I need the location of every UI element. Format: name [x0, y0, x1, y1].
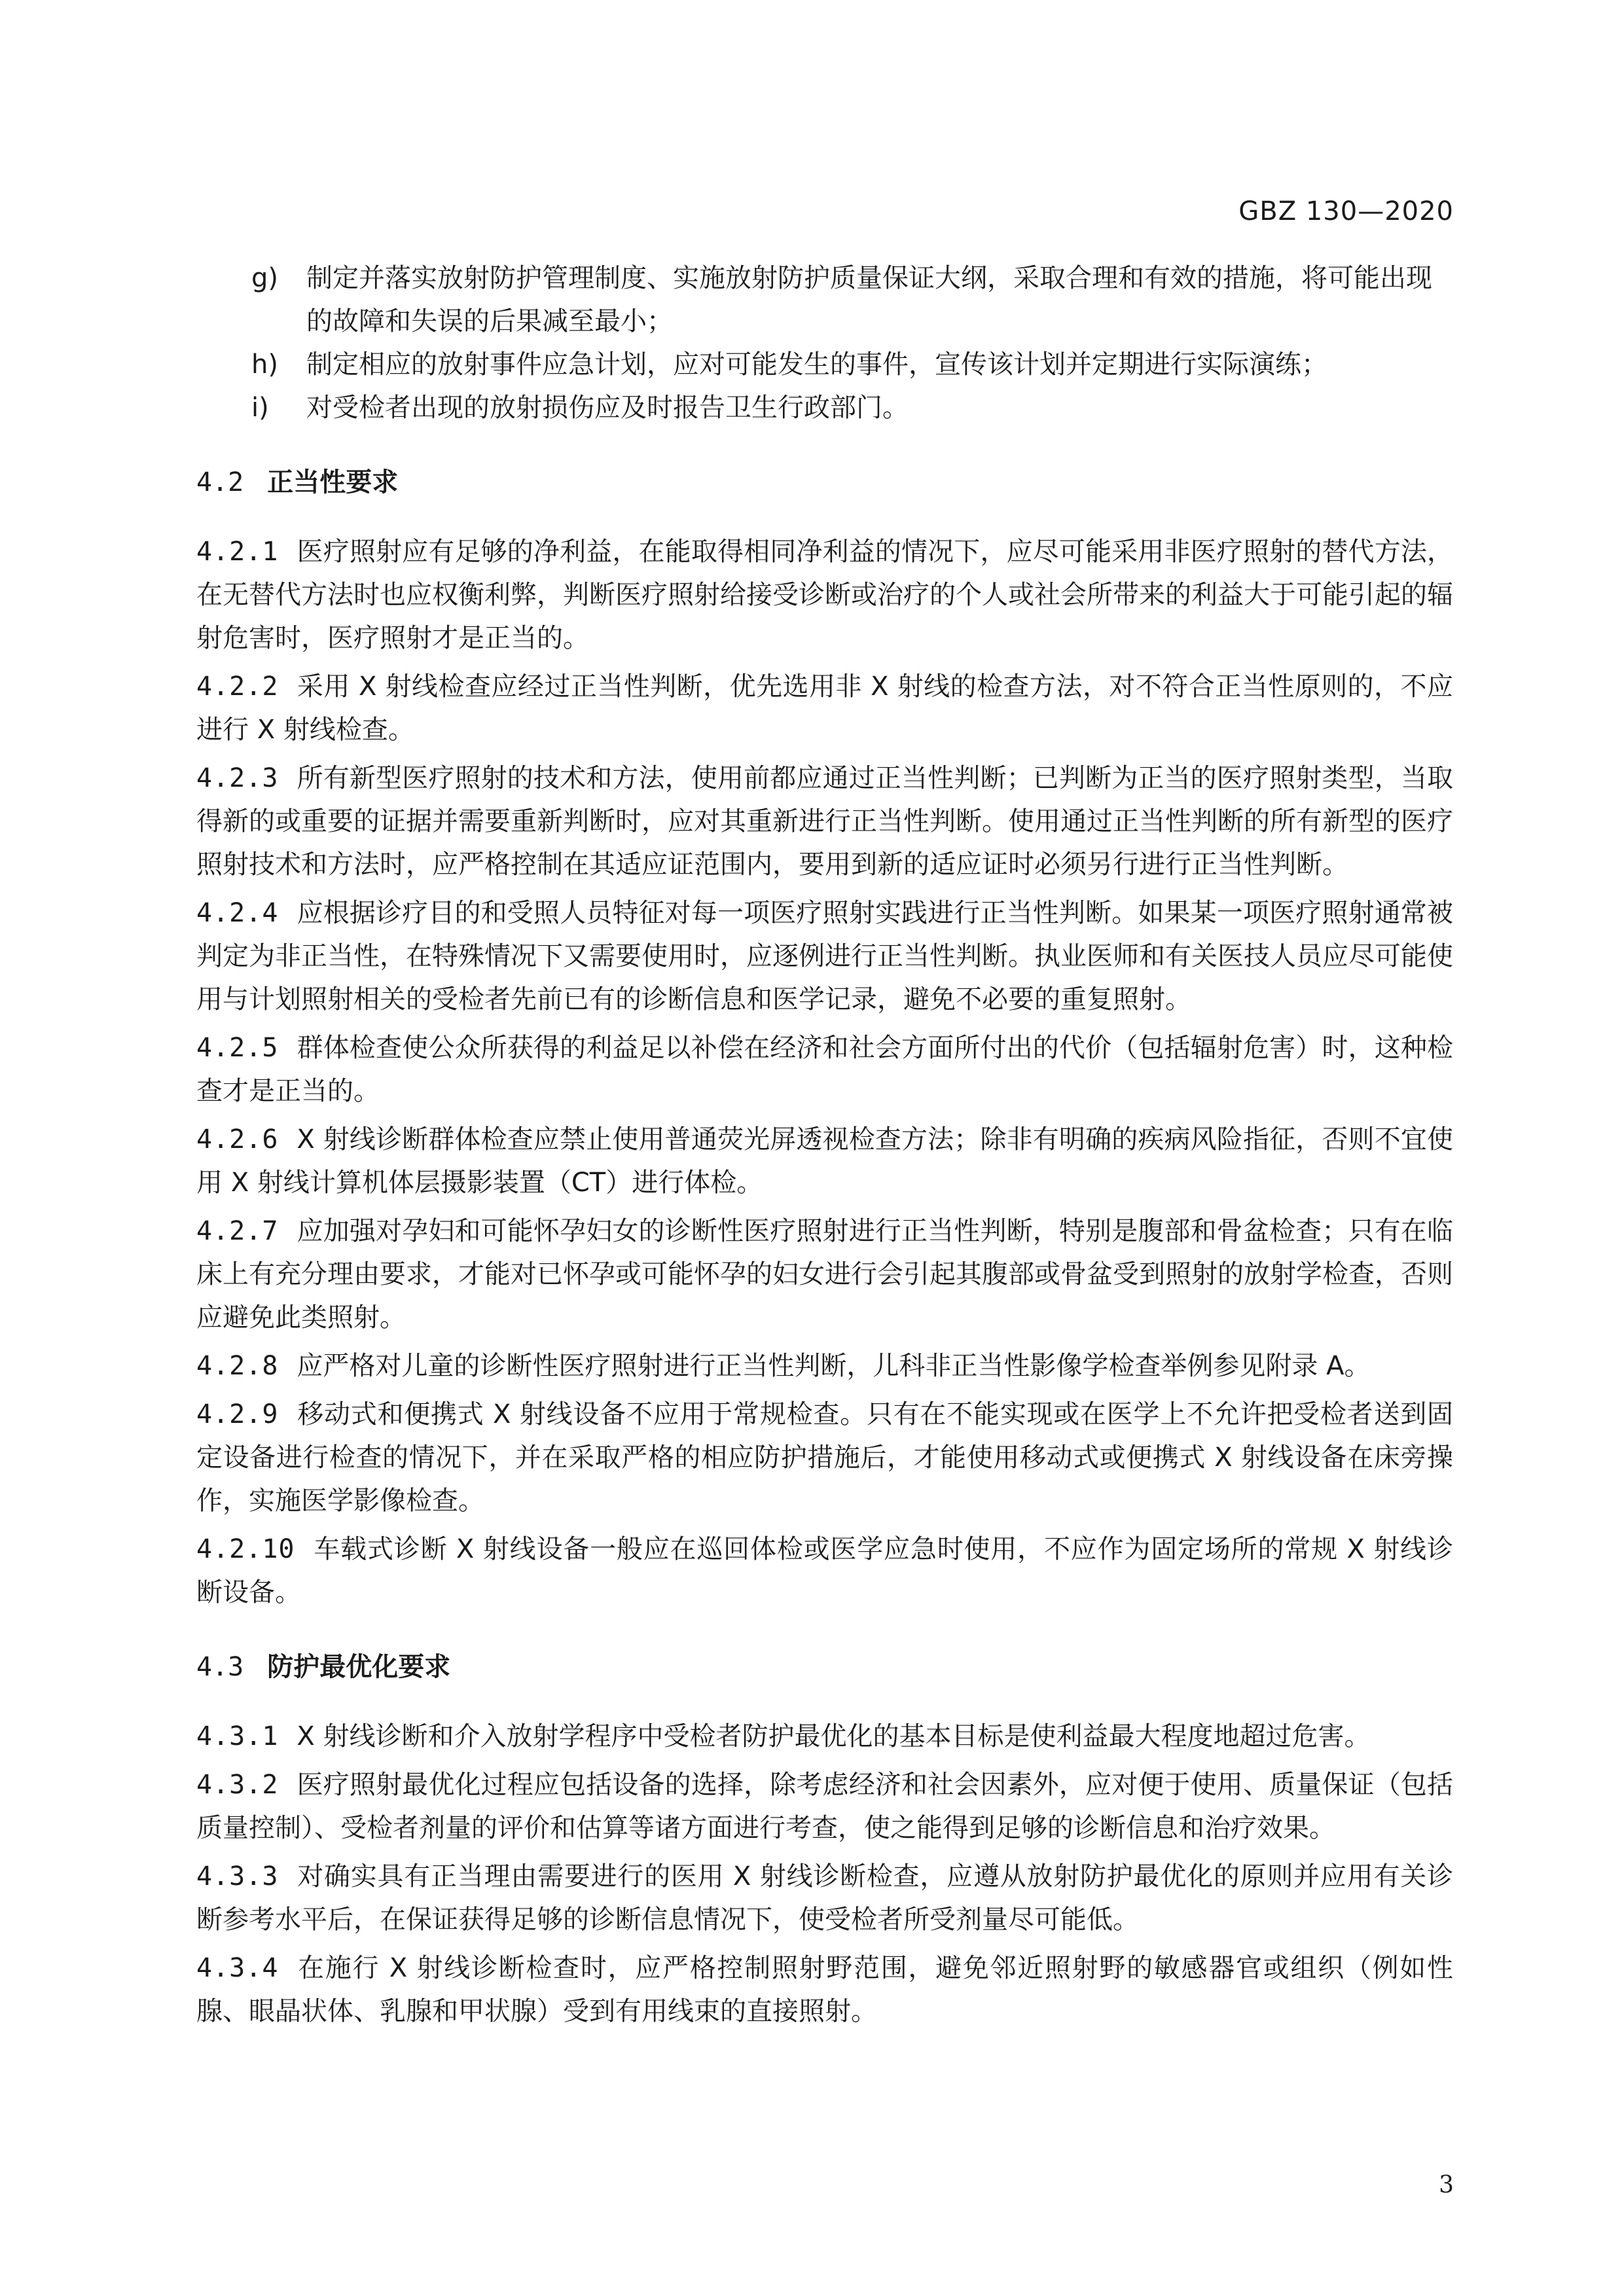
- list-block: [196, 257, 1453, 429]
- clause: [196, 1715, 1453, 1758]
- section-number: 4.2: [196, 467, 244, 497]
- clause: [196, 1344, 1453, 1388]
- clause-number: 4.2.9: [196, 1399, 279, 1429]
- clause-text: 采用 X 射线检查应经过正当性判断，优先选用非 X 射线的检查方法，对不符合正当性原则的，不应进行 X 射线检查。: [196, 672, 1453, 745]
- clause-number: 4.3.2: [196, 1770, 279, 1800]
- clause-text: 医疗照射应有足够的净利益，在能取得相同净利益的情况下，应尽可能采用非医疗照射的替代方法，在无替代方法时也应权衡利弊，判断医疗照射给接受诊断或治疗的个人或社会所带来的利益大于可能引起的辐射危害时，医疗照射才是正当的。: [196, 537, 1453, 653]
- clause-number: 4.2.7: [196, 1216, 279, 1246]
- clause: [196, 891, 1453, 1021]
- clause: [196, 1026, 1453, 1113]
- document-body: [196, 257, 1453, 2033]
- list-item: [196, 257, 1453, 343]
- clause-text: 应加强对孕妇和可能怀孕妇女的诊断性医疗照射进行正当性判断，特别是腹部和骨盆检查；只有在临床上有充分理由要求，才能对已怀孕或可能怀孕的妇女进行会引起其腹部或骨盆受到照射的放射学检查，否则应避免此类照射。: [196, 1216, 1453, 1333]
- clause-text: 应根据诊疗目的和受照人员特征对每一项医疗照射实践进行正当性判断。如果某一项医疗照射通常被判定为非正当性，在特殊情况下又需要使用时，应逐例进行正当性判断。执业医师和有关医技人员应尽可能使用与计划照射相关的受检者先前已有的诊断信息和医学记录，避免不必要的重复照射。: [196, 898, 1453, 1014]
- list-item: [196, 343, 1453, 386]
- clause-number: 4.2.1: [196, 537, 279, 567]
- clause: [196, 1763, 1453, 1850]
- list-marker: i): [251, 393, 269, 423]
- clause: [196, 757, 1453, 886]
- clause-text: 群体检查使公众所获得的利益足以补偿在经济和社会方面所付出的代价（包括辐射危害）时，这种检查才是正当的。: [196, 1033, 1453, 1106]
- clause: [196, 1528, 1453, 1614]
- standard-number: GBZ 130—2020: [1238, 196, 1454, 226]
- clause-number: 4.2.4: [196, 898, 279, 928]
- clause: [196, 1393, 1453, 1522]
- clause: [196, 1118, 1453, 1204]
- clause: [196, 1210, 1453, 1339]
- section-title: 正当性要求: [267, 467, 399, 497]
- clause-number: 4.2.2: [196, 672, 279, 702]
- clause-number: 4.2.10: [196, 1534, 295, 1564]
- list-item: [196, 386, 1453, 429]
- clause-text: 车载式诊断 X 射线设备一般应在巡回体检或医学应急时使用，不应作为固定场所的常规 X 射线诊断设备。: [196, 1534, 1453, 1607]
- list-marker: g): [251, 263, 278, 293]
- clause-text: 医疗照射最优化过程应包括设备的选择，除考虑经济和社会因素外，应对便于使用、质量保证（包括质量控制）、受检者剂量的评价和估算等诸方面进行考查，使之能得到足够的诊断信息和治疗效果。: [196, 1770, 1453, 1843]
- clause-number: 4.3.1: [196, 1721, 279, 1751]
- clause: [196, 1946, 1453, 2033]
- clause-text: 应严格对儿童的诊断性医疗照射进行正当性判断，儿科非正当性影像学检查举例参见附录 A。: [297, 1351, 1371, 1381]
- clause: [196, 1855, 1453, 1941]
- list-item-text: 制定并落实放射防护管理制度、实施放射防护质量保证大纲，采取合理和有效的措施，将可能出现的故障和失误的后果减至最小；: [306, 263, 1432, 336]
- clause: [196, 530, 1453, 660]
- clause-text: X 射线诊断群体检查应禁止使用普通荧光屏透视检查方法；除非有明确的疾病风险指征，否则不宜使用 X 射线计算机体层摄影装置（CT）进行体检。: [196, 1124, 1453, 1198]
- list-item-text: 对受检者出现的放射损伤应及时报告卫生行政部门。: [306, 393, 909, 423]
- clause-text: 对确实具有正当理由需要进行的医用 X 射线诊断检查，应遵从放射防护最优化的原则并应用有关诊断参考水平后，在保证获得足够的诊断信息情况下，使受检者所受剂量尽可能低。: [196, 1861, 1453, 1935]
- clause-text: 移动式和便携式 X 射线设备不应用于常规检查。只有在不能实现或在医学上不允许把受检者送到固定设备进行检查的情况下，并在采取严格的相应防护措施后，才能使用移动式或便携式 X 射线设备在床旁操作，实施医学影像检查。: [196, 1399, 1453, 1516]
- clause-number: 4.2.3: [196, 763, 279, 793]
- section-number: 4.3: [196, 1652, 244, 1682]
- clause-text: 所有新型医疗照射的技术和方法，使用前都应通过正当性判断；已判断为正当的医疗照射类型，当取得新的或重要的证据并需要重新判断时，应对其重新进行正当性判断。使用通过正当性判断的所有新型的医疗照射技术和方法时，应严格控制在其适应证范围内，要用到新的适应证时必须另行进行正当性判断。: [196, 763, 1453, 880]
- clause-text: 在施行 X 射线诊断检查时，应严格控制照射野范围，避免邻近照射野的敏感器官或组织（例如性腺、眼晶状体、乳腺和甲状腺）受到有用线束的直接照射。: [196, 1953, 1453, 2026]
- clause-number: 4.3.3: [196, 1861, 279, 1892]
- list-marker: h): [251, 350, 278, 380]
- clause-number: 4.2.6: [196, 1124, 279, 1155]
- section-heading: [196, 1645, 1453, 1689]
- clause: [196, 665, 1453, 751]
- page-number: 3: [1439, 2172, 1454, 2198]
- section-title: 防护最优化要求: [267, 1652, 451, 1682]
- section-heading: [196, 461, 1453, 504]
- clause-number: 4.2.5: [196, 1033, 279, 1063]
- clause-text: X 射线诊断和介入放射学程序中受检者防护最优化的基本目标是使利益最大程度地超过危害。: [297, 1721, 1371, 1751]
- clause-number: 4.2.8: [196, 1351, 279, 1381]
- list-item-text: 制定相应的放射事件应急计划，应对可能发生的事件，宣传该计划并定期进行实际演练；: [306, 350, 1327, 380]
- clause-number: 4.3.4: [196, 1953, 279, 1983]
